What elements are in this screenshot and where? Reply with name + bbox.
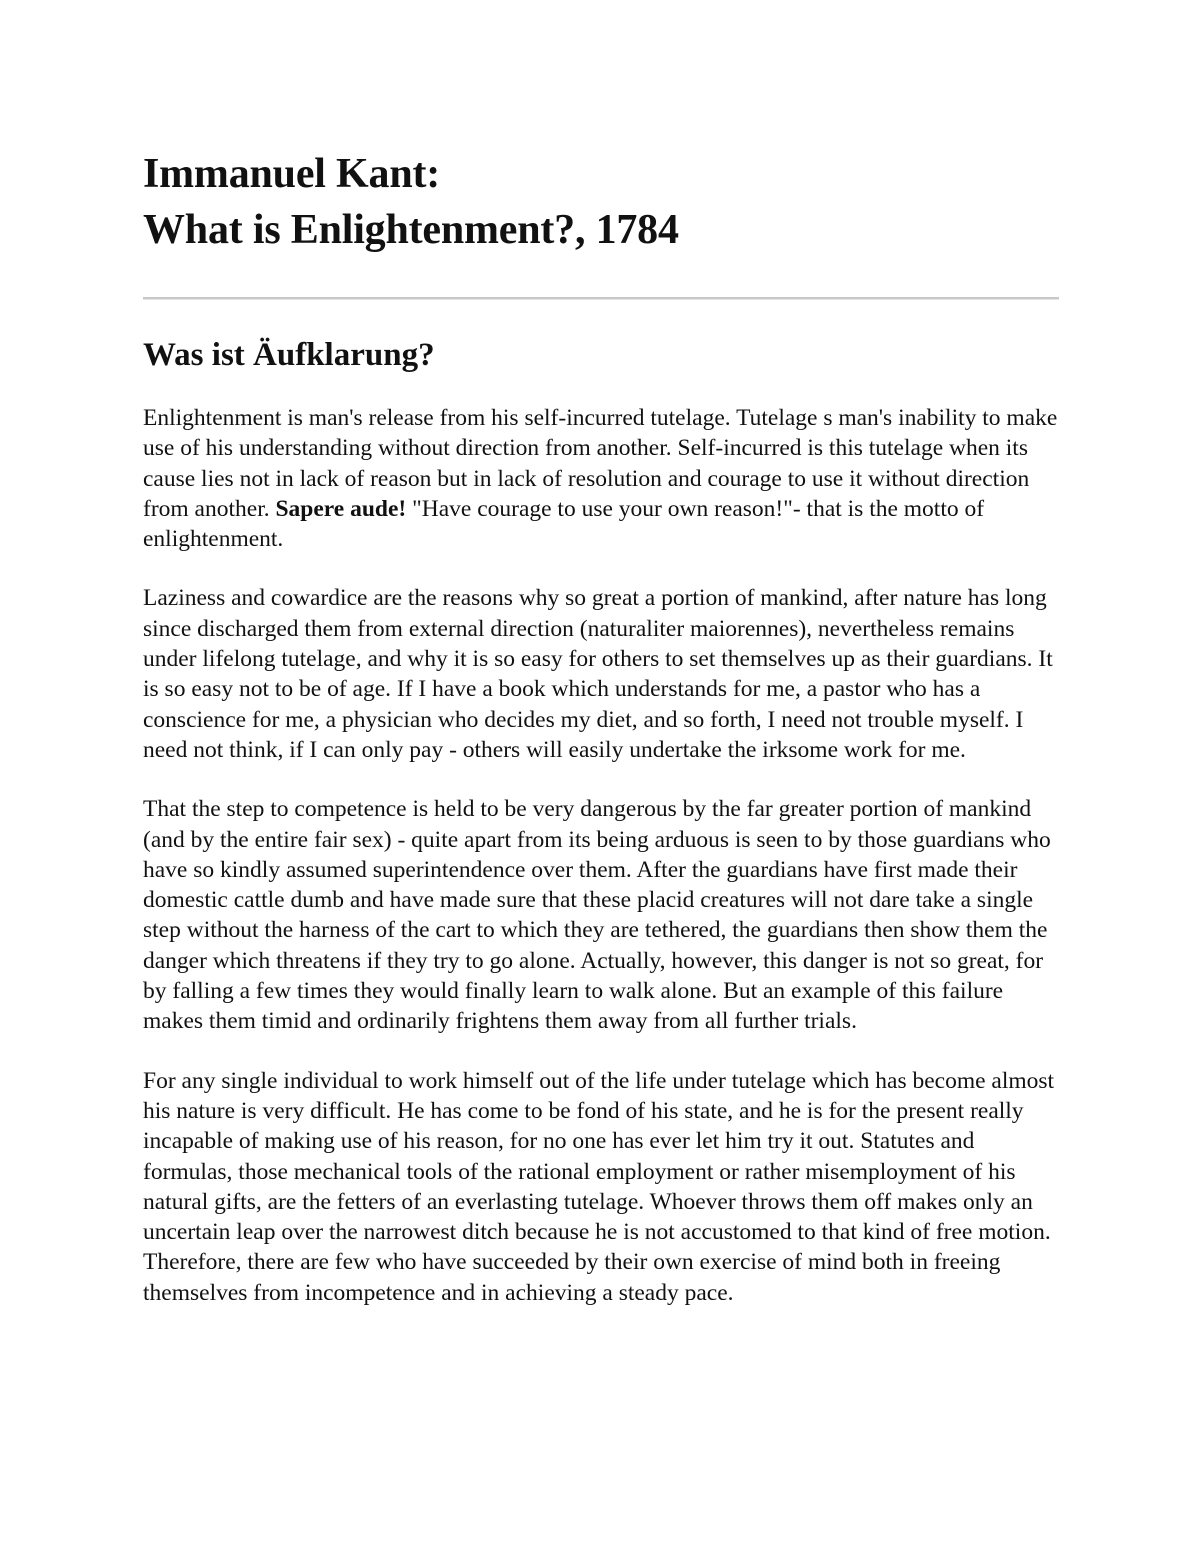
paragraph-1-motto: Sapere aude! xyxy=(275,495,407,522)
paragraph-4: For any single individual to work himself out of the life under tutelage which has become almost his nature is very difficult. He has come to be fond of his state, and he is for the present really incapable of making use of his reason, for no one has ever let him try it out. Statutes and formulas, those mechanical tools of the rational employment or rather misemployment of his natural gifts, are the fetters of an everlasting tutelage. Whoever throws them off makes only an uncertain leap over the narrowest ditch because he is not accustomed to that kind of free motion. Therefore, there are few who have succeeded by their own exercise of mind both in freeing themselves from incompetence and in achieving a steady pace. xyxy=(143,1067,1055,1306)
paragraph-3: That the step to competence is held to be very dangerous by the far greater portion of mankind (and by the entire fair sex) - quite apart from its being arduous is seen to by those guardians who have so kindly assumed superintendence over them. After the guardians have first made their domestic cattle dumb and have made sure that these placid creatures will not dare take a single step without the harness of the cart to which they are tethered, the guardians then show them the danger which threatens if they try to go alone. Actually, however, this danger is not so great, for by falling a few times they would finally learn to walk alone. But an example of this failure makes them timid and ordinarily frightens them away from all further trials. xyxy=(143,796,1051,1035)
paragraph-1 xyxy=(143,403,1063,554)
page-title xyxy=(143,146,679,258)
paragraph-1-text-start: Enlightenment is man's release from his self-incurred tutelage. Tutelage s man's inability to make use of his understanding without direction from another. Self-incurred is this tutelage when its cause lies not in lack of reason but in lack of resolution and courage to use it without direction from another. xyxy=(143,405,1058,522)
paragraph-1-text-end: "Have courage to use your own reason!"- that is the motto of enlightenment. xyxy=(143,495,985,553)
section-heading: Was ist Äufklarung? xyxy=(143,337,435,373)
title-line-work: What is Enlightenment?, 1784 xyxy=(143,207,679,253)
title-line-author: Immanuel Kant: xyxy=(143,151,441,197)
horizontal-divider xyxy=(143,297,1059,300)
paragraph-2: Laziness and cowardice are the reasons why so great a portion of mankind, after nature has long since discharged them from external direction (naturaliter maiorennes), nevertheless remains under lifelong tutelage, and why it is so easy for others to set themselves up as their guardians. It is so easy not to be of age. If I have a book which understands for me, a pastor who has a conscience for me, a physician who decides my diet, and so forth, I need not trouble myself. I need not think, if I can only pay - others will easily undertake the irksome work for me. xyxy=(143,585,1053,763)
article-body xyxy=(143,403,1063,1337)
